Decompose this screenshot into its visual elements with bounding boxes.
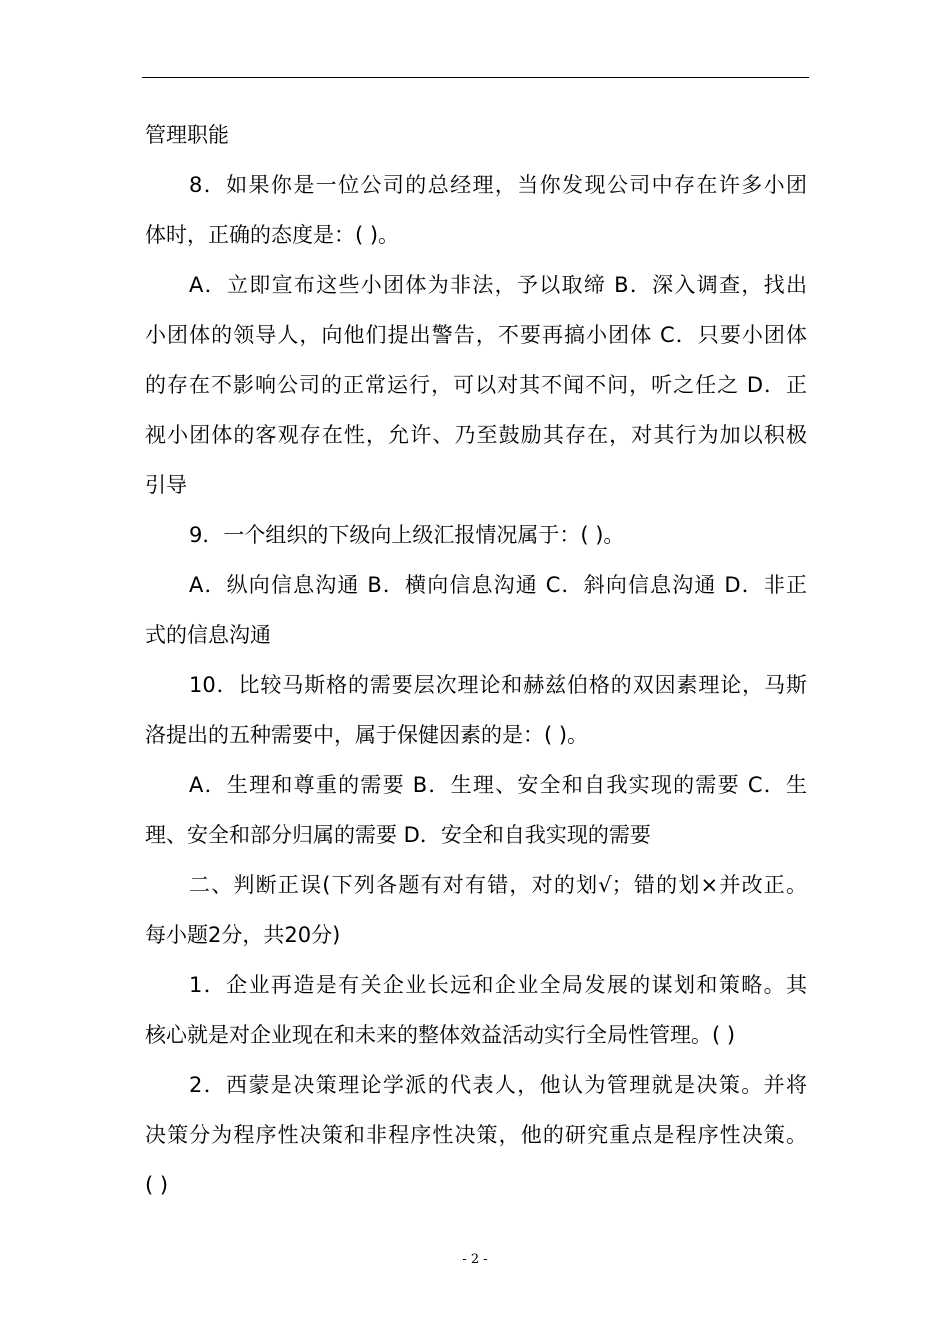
text-line-1: 管理职能 [145, 123, 229, 147]
document-body [145, 110, 807, 1210]
section-2-heading-line-2: 每小题2分，共20分) [145, 923, 341, 947]
question-10-line-2: 洛提出的五种需要中，属于保健因素的是：( )。 [145, 723, 589, 747]
question-9-options-line-2: 式的信息沟通 [145, 623, 271, 647]
question-8-options-line-3: 的存在不影响公司的正常运行，可以对其不闻不问，听之任之 D．正 [145, 373, 807, 397]
question-9-line-1: 9．一个组织的下级向上级汇报情况属于：( )。 [189, 523, 625, 547]
question-9-options-line-1: A．纵向信息沟通 B．横向信息沟通 C．斜向信息沟通 D．非正 [189, 573, 807, 597]
question-8-options-line-5: 引导 [145, 473, 187, 497]
question-10-options-line-1: A．生理和尊重的需要 B．生理、安全和自我实现的需要 C．生 [189, 773, 807, 797]
judgment-1-line-2: 核心就是对企业现在和未来的整体效益活动实行全局性管理。( ) [145, 1023, 736, 1047]
question-8-line-2: 体时，正确的态度是：( )。 [145, 223, 400, 247]
header-rule [142, 77, 809, 78]
judgment-1-line-1: 1．企业再造是有关企业长远和企业全局发展的谋划和策略。其 [189, 973, 807, 997]
question-8-options-line-2: 小团体的领导人，向他们提出警告，不要再搞小团体 C．只要小团体 [145, 323, 807, 347]
question-8-options-line-4: 视小团体的客观存在性，允许、乃至鼓励其存在，对其行为加以积极 [145, 423, 807, 447]
question-8-options-line-1: A．立即宣布这些小团体为非法，予以取缔 B．深入调查，找出 [189, 273, 807, 297]
page-number: - 2 - [462, 1252, 488, 1267]
judgment-2-line-3: ( ) [145, 1173, 169, 1197]
judgment-2-line-1: 2．西蒙是决策理论学派的代表人，他认为管理就是决策。并将 [189, 1073, 807, 1097]
section-2-heading-line-1: 二、判断正误(下列各题有对有错，对的划√；错的划×并改正。 [189, 873, 807, 897]
question-10-options-line-2: 理、安全和部分归属的需要 D．安全和自我实现的需要 [145, 823, 651, 847]
question-10-line-1: 10．比较马斯格的需要层次理论和赫兹伯格的双因素理论，马斯 [189, 673, 807, 697]
judgment-2-line-2: 决策分为程序性决策和非程序性决策，他的研究重点是程序性决策。 [145, 1123, 807, 1147]
question-8-line-1: 8．如果你是一位公司的总经理，当你发现公司中存在许多小团 [189, 173, 807, 197]
